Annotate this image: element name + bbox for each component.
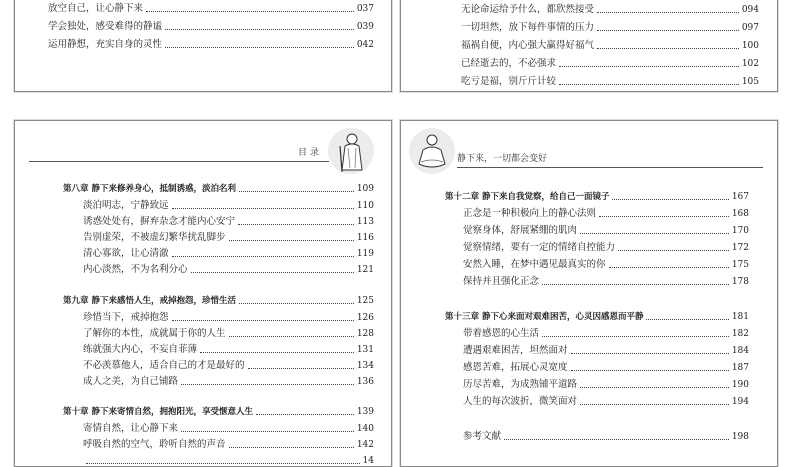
chapter-page: 167 [731,192,749,202]
toc-entry-title: 觉察身体，舒展紧绷的肌肉 [463,225,578,236]
toc-entry [83,360,374,372]
toc-entry [83,439,374,451]
toc-entry-title: 遭遇艰难困苦，坦然面对 [463,345,568,356]
toc-entry-title: 放空自己，让心静下来 [48,3,144,14]
toc-entry [463,345,749,357]
toc-entry-title: 诱惑处处有，摒弃杂念才能内心安宁 [83,216,236,227]
toc-entry [463,379,749,391]
toc-entry [83,344,374,356]
dot-leader [146,11,354,12]
toc-entry-title: 保持并且强化正念 [463,276,540,287]
toc-entry-title: 内心淡然，不为名利分心 [83,264,188,275]
toc-entry [83,423,374,435]
dot-leader [200,352,354,353]
dot-leader [172,320,354,321]
toc-entry [463,259,749,271]
toc-entry-title: 无论命运给予什么，都欣然接受 [461,4,595,15]
toc-entry-page: 187 [731,363,749,373]
toc-entry [83,328,374,340]
dot-leader [248,368,354,369]
toc-entry-title: 感恩苦难，拓展心灵宽度 [463,362,568,373]
toc-entry-title: 安然入睡，在梦中遇见最真实的你 [463,259,606,270]
toc-entry-title: 了解你的本性，成就属于你的人生 [83,328,226,339]
toc-entry-page: 175 [731,260,749,270]
monk-illustration [409,128,455,174]
chapter-title: 第十章 静下来寄情自然，拥抱阳光，享受惬意人生 [63,407,253,417]
dot-leader [239,191,354,192]
toc-entry-page: 168 [731,209,749,219]
toc-entry-page: 172 [731,243,749,253]
toc-entry-page: 119 [356,249,374,259]
toc-entry-page: 126 [356,313,374,323]
dot-leader [86,463,360,464]
toc-entry-title: 一切坦然，放下每件事情的压力 [461,22,595,33]
dot-leader [238,224,354,225]
chapter-title: 第十二章 静下来自我觉察，给自己一面镜子 [445,192,610,202]
toc-entry-page: 105 [741,77,759,87]
dot-leader [597,30,739,31]
chapter-page: 109 [356,184,374,194]
toc-entry-page: 110 [356,201,374,211]
toc-entry-page: 190 [731,380,749,390]
toc-chapter [63,183,374,195]
dot-leader [191,272,354,273]
page-bottom-left [14,120,392,467]
toc-entry-title: 福祸自便，内心强大赢得好福气 [461,40,595,51]
toc-entry [463,276,749,288]
dot-leader [571,353,729,354]
page-bottom-right [400,120,778,467]
monk-illustration [328,128,374,174]
toc-entry [463,242,749,254]
toc-chapter [445,191,749,203]
toc-entry-title: 历尽苦难，为成熟铺平道路 [463,379,578,390]
page-header-title: 静下来，一切都会变好 [457,154,548,164]
toc-entry-title: 呼吸自然的空气，聆听自然的声音 [83,439,226,450]
toc-references [463,431,749,443]
dot-leader [580,404,729,405]
toc-chapter [63,295,374,307]
dot-leader [229,336,354,337]
toc-entry [461,22,759,34]
dot-leader [597,12,739,13]
toc-entry [48,3,374,15]
toc-entry-title: 运用静想，充实自身的灵性 [48,39,163,50]
chapter-page: 181 [731,312,749,322]
dot-leader [172,208,354,209]
toc-entry-title: 珍惜当下，戒掉抱怨 [83,312,169,323]
toc-entry-page: 184 [731,346,749,356]
toc-entry [461,76,759,88]
toc-entry-title: 觉察情绪，要有一定的情绪自控能力 [463,242,616,253]
dot-leader [504,439,729,440]
toc-entry-page: 170 [731,226,749,236]
references-title: 参考文献 [463,431,502,442]
toc-entry [48,21,374,33]
page-header-title: 目 录 [298,148,319,158]
toc-chapter [445,311,749,323]
dot-leader [618,250,729,251]
toc-entry-title: 已经逝去的，不必强求 [461,58,557,69]
toc-entry [463,396,749,408]
dot-leader [580,233,729,234]
toc-entry-page: 134 [356,361,374,371]
dot-leader [256,414,354,415]
toc-entry [463,225,749,237]
toc-entry-page: 194 [731,397,749,407]
dot-leader [172,256,354,257]
toc-entry-title: 学会独处，感受难得的静谧 [48,21,163,32]
toc-entry-title: 不必羡慕他人，适合自己的才是最好的 [83,360,245,371]
toc-chapter [63,406,374,418]
toc-entry-title: 寄情自然，让心静下来 [83,423,179,434]
references-page: 198 [731,432,749,442]
dot-leader [165,29,354,30]
toc-entry-title: 成人之美，为自己铺路 [83,376,179,387]
dot-leader [580,387,729,388]
toc-entry [463,362,749,374]
chapter-title: 第十三章 静下心来面对艰难困苦，心灵因感恩而平静 [445,312,644,322]
dot-leader [612,199,728,200]
toc-entry-title: 清心寡欲，让心清澈 [83,248,169,259]
toc-entry-page: 097 [741,23,759,33]
toc-entry-page: 136 [356,377,374,387]
toc-entry-page: 14 [362,456,374,466]
toc-entry [83,232,374,244]
chapter-page: 139 [356,407,374,417]
toc-entry [83,248,374,260]
toc-entry-page: 039 [356,22,374,32]
toc-entry-page: 128 [356,329,374,339]
toc-entry-page: 142 [356,440,374,450]
chapter-page: 125 [356,296,374,306]
toc-entry [461,58,759,70]
dot-leader [542,284,729,285]
toc-entry [48,39,374,51]
dot-leader [571,370,729,371]
toc-entry [461,4,759,16]
toc-entry-page: 100 [741,41,759,51]
dot-leader [165,47,354,48]
toc-entry-title: 练就强大内心，不妄自菲薄 [83,344,198,355]
header-rule [29,161,329,162]
toc-entry [461,40,759,52]
toc-entry [463,208,749,220]
toc-entry-page: 094 [741,5,759,15]
toc-entry-page: 116 [356,233,374,243]
toc-entry [83,376,374,388]
toc-entry [83,216,374,228]
toc-entry-title: 吃亏是福，别斤斤计较 [461,76,557,87]
dot-leader [599,216,729,217]
toc-entry-page: 178 [731,277,749,287]
toc-entry [83,264,374,276]
toc-entry [83,312,374,324]
toc-entry-page: 140 [356,424,374,434]
toc-entry-title: 告别虚荣，不被虚幻繁华扰乱脚步 [83,232,226,243]
toc-entry [463,328,749,340]
dot-leader [609,267,729,268]
toc-entry-page: 121 [356,265,374,275]
dot-leader [229,240,354,241]
page-top-left [14,0,392,92]
chapter-title: 第九章 静下来感悟人生，戒掉抱怨，珍惜生活 [63,296,236,306]
toc-entry-title: 人生的每次波折，微笑面对 [463,396,578,407]
dot-leader [542,336,729,337]
dot-leader [181,431,354,432]
dot-leader [646,319,728,320]
toc-entry [83,200,374,212]
toc-entry-title: 淡泊明志，宁静致远 [83,200,169,211]
dot-leader [559,66,739,67]
toc-entry-title: 带着感恩的心生活 [463,328,540,339]
toc-entry-page: 042 [356,40,374,50]
toc-entry-page: 102 [741,59,759,69]
dot-leader [181,384,354,385]
page-top-right [400,0,778,92]
dot-leader [559,84,739,85]
header-rule [457,167,763,168]
toc-entry-page: 131 [356,345,374,355]
chapter-title: 第八章 静下来修养身心，抵制诱惑，淡泊名利 [63,184,236,194]
dot-leader [229,447,354,448]
toc-entry-page: 113 [356,217,374,227]
toc-entry-page: 037 [356,4,374,14]
toc-entry-page: 182 [731,329,749,339]
toc-entry-title: 正念是一种积极向上的静心法则 [463,208,597,219]
dot-leader [597,48,739,49]
dot-leader [239,303,354,304]
